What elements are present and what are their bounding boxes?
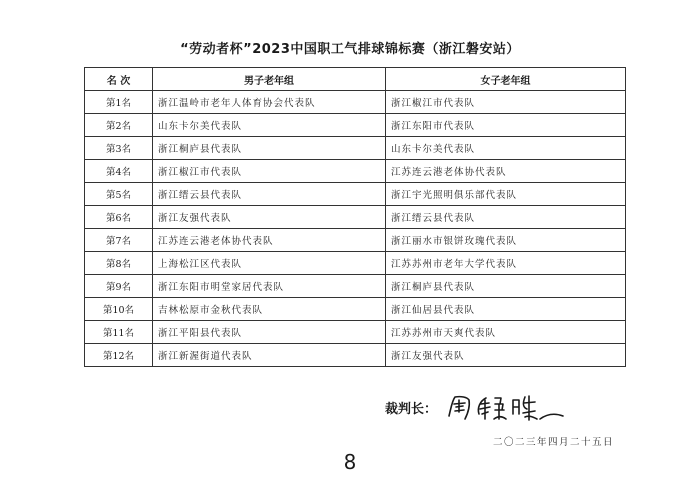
rank-cell: 第2名: [85, 114, 153, 137]
sign-date: 二〇二三年四月二十五日: [493, 437, 615, 448]
table-row: [85, 321, 626, 344]
rank-cell: 第4名: [85, 160, 153, 183]
header-rank: 名 次: [85, 68, 153, 91]
men-team-cell: 浙江新渥街道代表队: [153, 344, 386, 367]
rank-cell: 第9名: [85, 275, 153, 298]
women-team-cell: 江苏连云港老体协代表队: [386, 160, 626, 183]
men-team-cell: 浙江缙云县代表队: [153, 183, 386, 206]
table-row: [85, 344, 626, 367]
header-men: 男子老年组: [153, 68, 386, 91]
page-number: 8: [343, 450, 357, 474]
table-row: [85, 137, 626, 160]
men-team-cell: 浙江友强代表队: [153, 206, 386, 229]
header-women: 女子老年组: [386, 68, 626, 91]
men-team-cell: 浙江椒江市代表队: [153, 160, 386, 183]
document-title: “劳动者杯”2023中国职工气排球锦标赛（浙江磐安站）: [180, 42, 520, 57]
table-row: [85, 298, 626, 321]
men-team-cell: 江苏连云港老体协代表队: [153, 229, 386, 252]
rank-cell: 第6名: [85, 206, 153, 229]
women-team-cell: 浙江宇光照明俱乐部代表队: [386, 183, 626, 206]
rank-cell: 第11名: [85, 321, 153, 344]
women-team-cell: 浙江桐庐县代表队: [386, 275, 626, 298]
rank-cell: 第1名: [85, 91, 153, 114]
table-header-row: [85, 68, 626, 91]
table-row: [85, 275, 626, 298]
women-team-cell: 浙江丽水市银饼玫瑰代表队: [386, 229, 626, 252]
women-team-cell: 浙江仙居县代表队: [386, 298, 626, 321]
men-team-cell: 上海松江区代表队: [153, 252, 386, 275]
women-team-cell: 浙江东阳市代表队: [386, 114, 626, 137]
men-team-cell: 浙江东阳市明堂家居代表队: [153, 275, 386, 298]
rank-cell: 第8名: [85, 252, 153, 275]
table-row: [85, 206, 626, 229]
referee-label: 裁判长：: [385, 401, 438, 417]
women-team-cell: 浙江缙云县代表队: [386, 206, 626, 229]
signature-row: [385, 387, 597, 422]
signature-text: 周锡峰: [593, 387, 597, 388]
rank-cell: 第3名: [85, 137, 153, 160]
men-team-cell: 山东卡尔美代表队: [153, 114, 386, 137]
table-row: [85, 114, 626, 137]
women-team-cell: 山东卡尔美代表队: [386, 137, 626, 160]
referee-signature: [443, 387, 597, 422]
rank-cell: 第12名: [85, 344, 153, 367]
men-team-cell: 吉林松原市金秋代表队: [153, 298, 386, 321]
men-team-cell: 浙江平阳县代表队: [153, 321, 386, 344]
men-team-cell: 浙江温岭市老年人体育协会代表队: [153, 91, 386, 114]
women-team-cell: 浙江椒江市代表队: [386, 91, 626, 114]
table-row: [85, 91, 626, 114]
rank-cell: 第10名: [85, 298, 153, 321]
women-team-cell: 江苏苏州市老年大学代表队: [386, 252, 626, 275]
rank-cell: 第7名: [85, 229, 153, 252]
women-team-cell: 浙江友强代表队: [386, 344, 626, 367]
women-team-cell: 江苏苏州市天爽代表队: [386, 321, 626, 344]
results-body: [85, 91, 626, 367]
results-table: [84, 67, 626, 367]
men-team-cell: 浙江桐庐县代表队: [153, 137, 386, 160]
table-row: [85, 252, 626, 275]
table-row: [85, 183, 626, 206]
table-row: [85, 229, 626, 252]
table-row: [85, 160, 626, 183]
rank-cell: 第5名: [85, 183, 153, 206]
